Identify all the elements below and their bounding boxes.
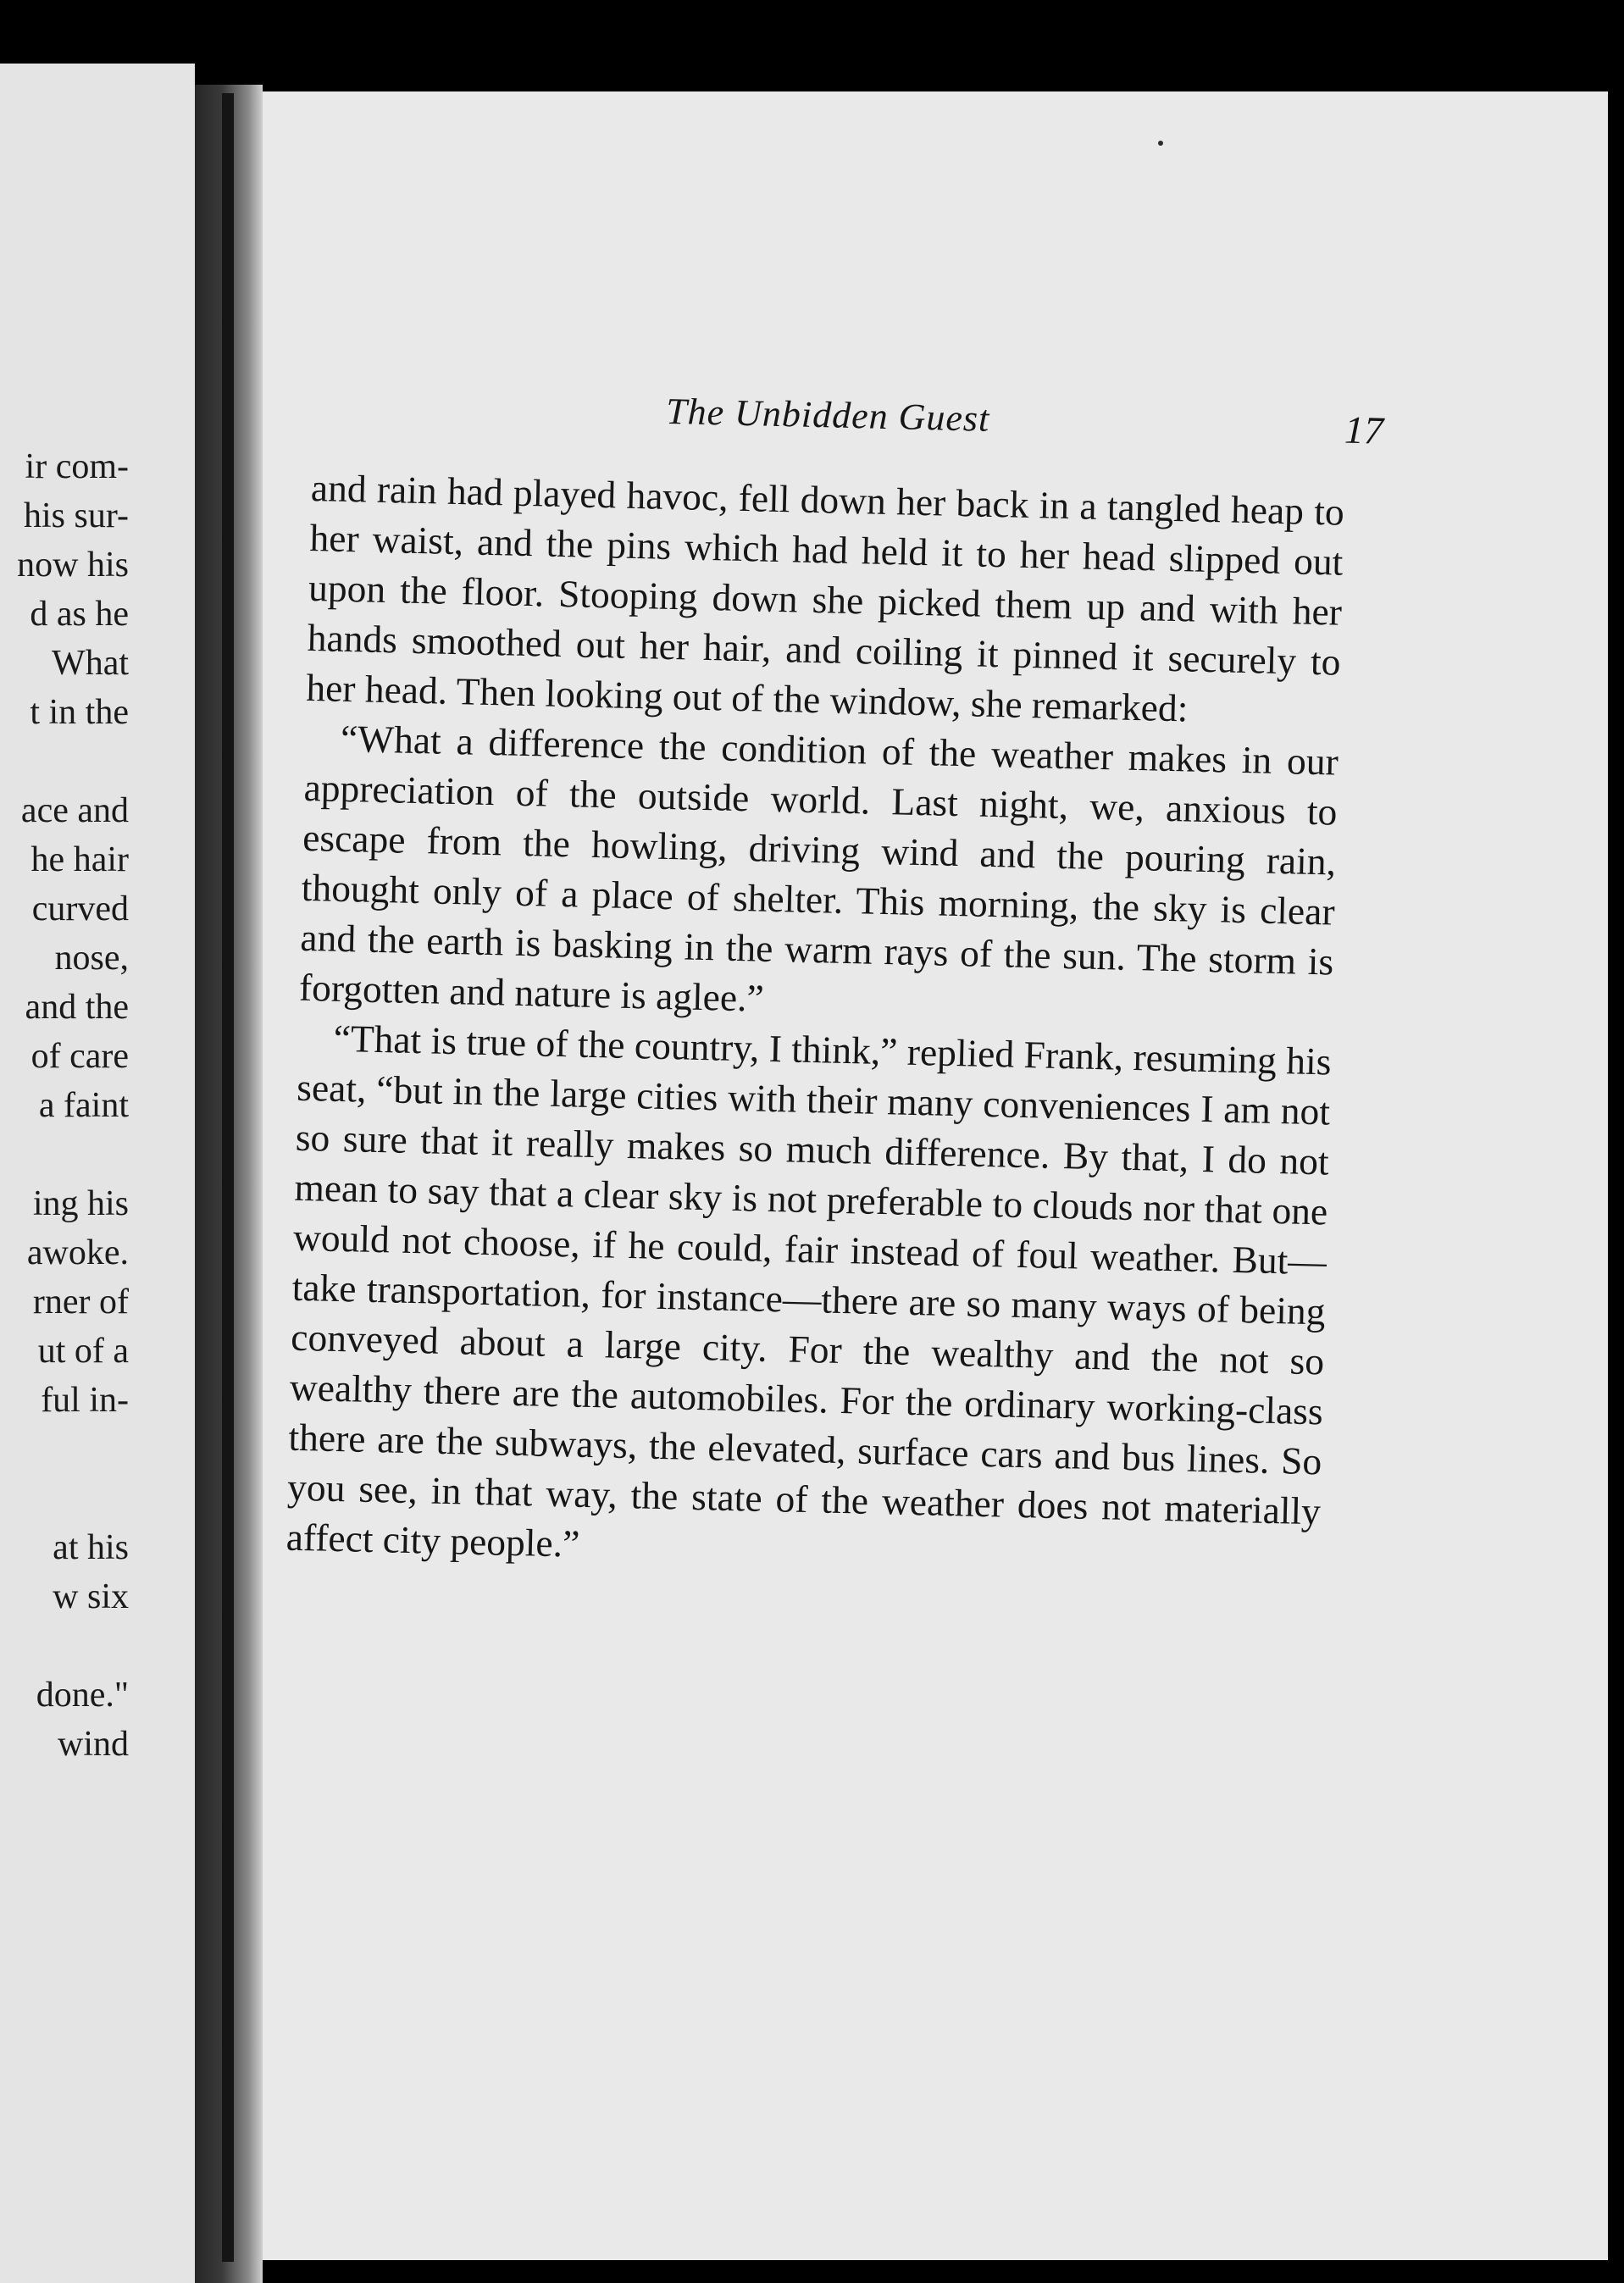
paragraph: and rain had played havoc, fell down her back in a tangled heap to her waist, and the pins which had held it to her head slipped out upon the floor. Stooping down she picked them up and with her hands smoothed out her hair, and coiling it pinned it securely to her head. Then looking out of the window, she remarked: [305, 465, 1345, 730]
left-page-line: he hair [30, 840, 129, 879]
paragraph: “That is true of the country, I think,” replied Frank, resuming his seat, “but in the large cities with their many conveniences I am not so sure that it really makes so much difference. By that, I do not mean to say that a clear sky is not preferable to clouds nor that one would not choose, if he could, fair instead of foul weather. But—take transportation, for instance—there are so many ways of being conveyed about a large city. For the wealthy and the not so wealthy there are the automobiles. For the ordinary working-class there are the subways, the elevated, surface cars and bus lines. So you see, in that way, the state of the weather does not materially affect city people.” [285, 1016, 1333, 1565]
left-page-line: d as he [30, 595, 129, 634]
paragraph: “What a difference the condition of the weather makes in our appreciation of the outside world. Last night, we, anxious to escape from the howling, driving wind and the pouring rain, thought only of a place of shelter. This morning, the sky is clear and the earth is basking in the warm rays of the sun. The storm is forgotten and nature is aglee.” [298, 716, 1339, 1020]
left-page-line: now his [17, 546, 129, 585]
left-page-line: nose, [54, 939, 129, 978]
left-page-line: ful in- [41, 1381, 129, 1420]
body-text [285, 463, 1344, 1586]
left-page-line: awoke. [26, 1233, 129, 1272]
left-page-line: at his [53, 1528, 129, 1567]
left-page-line: of care [30, 1037, 129, 1076]
running-head-title: The Unbidden Guest [665, 390, 990, 440]
left-page-line: ut of a [37, 1332, 129, 1371]
left-page-line: wind [58, 1725, 129, 1764]
page-number: 17 [1344, 407, 1384, 452]
left-page-line: t in the [30, 693, 129, 732]
left-page-line: What [52, 644, 129, 683]
left-page-line: and the [25, 988, 129, 1027]
left-page-line: ir com- [25, 447, 129, 486]
left-page-line: curved [31, 889, 129, 928]
left-page-line: a faint [38, 1086, 129, 1125]
left-page-line: his sur- [24, 496, 129, 535]
gutter-shadow [222, 93, 234, 2262]
left-page [0, 64, 195, 2283]
left-page-line: done." [36, 1676, 129, 1715]
paper-speck [1158, 141, 1163, 146]
left-page-line: ing his [32, 1184, 129, 1223]
left-page-line: ace and [20, 791, 129, 830]
left-page-line: rner of [32, 1283, 129, 1322]
right-page-content [285, 381, 1384, 1586]
left-page-line: w six [53, 1577, 129, 1616]
